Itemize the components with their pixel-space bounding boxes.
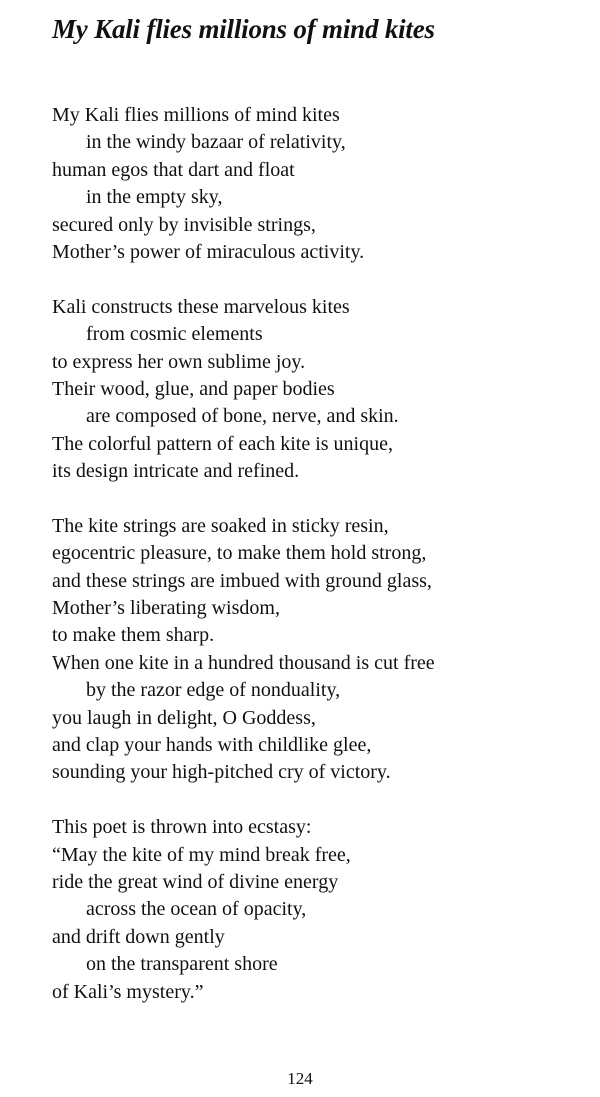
poem-line: you laugh in delight, O Goddess,	[52, 706, 316, 729]
poem-line: sounding your high-pitched cry of victory.	[52, 761, 391, 784]
stanza-4	[52, 814, 582, 1006]
poem-line-indented: on the transparent shore	[86, 953, 278, 976]
poem-line: secured only by invisible strings,	[52, 213, 316, 236]
poem-line-indented: in the empty sky,	[86, 186, 223, 209]
stanza-2	[52, 294, 582, 486]
stanza-3	[52, 513, 582, 787]
poem-line-indented: in the windy bazaar of relativity,	[86, 131, 346, 154]
poem-line: This poet is thrown into ecstasy:	[52, 816, 312, 839]
poem-line: to express her own sublime joy.	[52, 350, 306, 373]
poem-line: The kite strings are soaked in sticky resin,	[52, 514, 389, 537]
poem-line: and clap your hands with childlike glee,	[52, 733, 372, 756]
poem-line-indented: from cosmic elements	[86, 323, 263, 346]
poem-line: egocentric pleasure, to make them hold strong,	[52, 542, 427, 565]
poem-line: its design intricate and refined.	[52, 460, 300, 483]
poem-line: When one kite in a hundred thousand is cut free	[52, 651, 435, 674]
poem-title: My Kali flies millions of mind kites	[52, 14, 435, 44]
poem-line: “May the kite of my mind break free,	[52, 843, 351, 866]
poem-line: Mother’s power of miraculous activity.	[52, 240, 365, 263]
poem-line: ride the great wind of divine energy	[52, 870, 339, 893]
poem-line: Mother’s liberating wisdom,	[52, 597, 280, 620]
poem-line: human egos that dart and float	[52, 158, 295, 181]
poem-line: My Kali flies millions of mind kites	[52, 104, 340, 126]
page-number: 124	[287, 1069, 313, 1088]
stanza-1	[52, 102, 582, 266]
poem-line: The colorful pattern of each kite is unique,	[52, 432, 393, 455]
poem-line-indented: by the razor edge of nonduality,	[86, 679, 341, 702]
poem-line: of Kali’s mystery.”	[52, 980, 204, 1003]
poem-body	[52, 102, 582, 1033]
poem-line: Kali constructs these marvelous kites	[52, 295, 350, 318]
poem-line: Their wood, glue, and paper bodies	[52, 377, 335, 400]
poem-line: to make them sharp.	[52, 624, 215, 647]
poem-line-indented: across the ocean of opacity,	[86, 898, 307, 921]
poem-line: and these strings are imbued with ground glass,	[52, 569, 432, 592]
poem-line-indented: are composed of bone, nerve, and skin.	[86, 405, 399, 428]
poem-line: and drift down gently	[52, 925, 225, 948]
